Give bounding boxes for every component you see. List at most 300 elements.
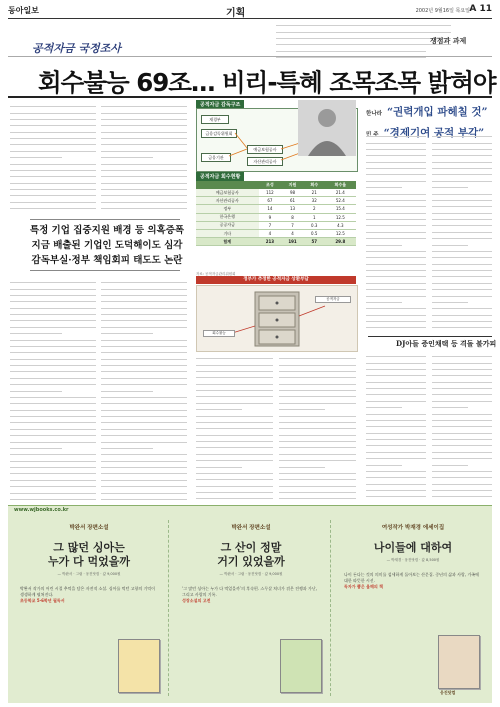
text-line — [101, 457, 187, 462]
table-cell: 예금보험공사 — [196, 189, 259, 197]
pull-quote-line: 특정 기업 집중지원 배경 등 의혹증폭 — [29, 225, 185, 236]
text-line — [432, 132, 492, 137]
text-line — [366, 492, 426, 497]
text-line — [101, 310, 187, 315]
text-line — [101, 102, 187, 107]
text-line — [101, 323, 187, 328]
text-line — [10, 399, 96, 404]
table-cell: 정부 — [196, 205, 259, 213]
text-line — [10, 115, 96, 120]
text-line — [366, 304, 426, 309]
text-line — [10, 335, 96, 340]
text-line — [196, 462, 242, 467]
text-line — [366, 196, 426, 201]
text-line — [101, 406, 187, 411]
text-line — [432, 352, 492, 357]
party-name: 민 주 — [366, 132, 379, 138]
text-line — [101, 361, 187, 366]
table-row — [196, 205, 356, 213]
text-line — [101, 108, 187, 113]
text-line — [432, 323, 492, 328]
text-line — [10, 367, 96, 372]
table-cell: 공공자금 — [196, 221, 259, 229]
text-line — [432, 330, 492, 332]
text-line — [279, 424, 356, 429]
text-line — [279, 418, 356, 423]
text-line — [196, 405, 242, 410]
text-line — [432, 378, 492, 383]
ad-url: www.wjbooks.co.kr — [14, 507, 69, 513]
text-line — [279, 373, 356, 378]
text-line — [432, 371, 492, 376]
text-line — [101, 444, 153, 449]
pull-quote-line: 지금 배출된 기업인 도덕해이도 심각 — [31, 240, 183, 251]
table-cell: 213 — [259, 238, 282, 246]
text-line — [101, 166, 187, 171]
book-blurb-text: ‘그 많던 싱아는 누가 다 먹었을까’의 후속편. 스무살 처녀가 겪은 전쟁과 가난, 그리고 사랑의 기록. — [182, 586, 317, 597]
text-line — [10, 166, 96, 171]
newspaper-name: 동아일보 — [8, 5, 39, 15]
illustration-callout: 공적자금 — [315, 296, 351, 303]
text-line — [279, 399, 356, 404]
text-line — [10, 291, 96, 296]
text-line — [101, 450, 187, 455]
table-row — [196, 213, 356, 221]
text-line — [366, 240, 402, 245]
book-kicker: 박완서 장편소설 — [69, 525, 109, 531]
divider — [8, 96, 492, 98]
text-line — [10, 476, 96, 481]
text-line — [196, 488, 273, 493]
article-column-3 — [10, 278, 96, 503]
text-line — [101, 291, 187, 296]
table-title: 공적자금 회수현황 — [196, 172, 244, 181]
text-line — [432, 460, 468, 465]
text-line — [10, 501, 62, 503]
book-cover — [438, 635, 480, 689]
text-line — [432, 435, 492, 440]
divider — [368, 336, 492, 337]
text-line — [10, 482, 96, 487]
issue-date: 2002년 9월16일 목요일 — [415, 8, 470, 14]
text-line — [366, 272, 426, 277]
text-line — [101, 374, 187, 379]
text-line — [101, 501, 153, 503]
article-column-7 — [366, 132, 426, 332]
text-line — [366, 454, 426, 459]
table-cell: 13 — [281, 205, 304, 213]
text-line — [366, 138, 426, 143]
text-line — [10, 355, 96, 360]
text-line — [432, 298, 468, 303]
text-line — [432, 151, 492, 156]
text-line — [101, 179, 187, 184]
text-line — [10, 412, 96, 417]
funds-illustration — [196, 285, 358, 352]
text-line — [432, 454, 492, 459]
text-line — [366, 409, 426, 414]
text-line — [196, 431, 273, 436]
table-row — [196, 197, 356, 205]
text-line — [196, 399, 273, 404]
article-kicker: 공적자금 국정조사 — [32, 42, 121, 55]
table-header: 회수 — [304, 181, 325, 189]
text-line — [10, 134, 96, 139]
table-cell: 191 — [281, 238, 304, 246]
book-highlight: 초등학교 5·6학년 필독서 — [20, 598, 65, 603]
text-line — [366, 416, 426, 421]
text-line — [366, 170, 426, 175]
repayment-banner: 정부가 추정한 공적자금 상환부담 — [196, 276, 356, 284]
text-line — [10, 153, 62, 158]
text-line — [366, 352, 426, 357]
text-line — [432, 196, 492, 201]
text-line — [10, 457, 96, 462]
text-line — [366, 145, 426, 150]
text-line — [432, 221, 492, 226]
text-line — [432, 384, 492, 389]
text-line — [196, 437, 273, 442]
book-kicker: 박완서 장편소설 — [231, 525, 271, 531]
text-line — [101, 393, 187, 398]
text-line — [101, 191, 187, 196]
text-line — [366, 266, 426, 271]
book-cover — [118, 639, 160, 693]
text-line — [432, 247, 492, 252]
book-kicker: 여성작가 박재경 에세이집 — [381, 525, 445, 531]
table-cell: 52.4 — [325, 197, 356, 205]
text-line — [432, 403, 468, 408]
recovery-table — [196, 181, 356, 246]
text-line — [366, 164, 426, 169]
text-line — [366, 473, 426, 478]
text-line — [10, 469, 96, 474]
text-line — [279, 437, 356, 442]
pull-quote-line: 감독부실·정부 책임회피 태도도 논란 — [31, 255, 183, 266]
book-blurb — [344, 572, 482, 590]
text-line — [366, 323, 426, 328]
text-line — [196, 443, 273, 448]
table-cell: 합계 — [196, 238, 259, 246]
text-line — [10, 304, 96, 309]
text-line — [101, 469, 187, 474]
text-line — [10, 204, 96, 209]
text-line — [432, 422, 492, 427]
text-line — [366, 429, 426, 434]
table-cell: 4 — [259, 229, 282, 237]
text-line — [10, 374, 96, 379]
text-line — [101, 140, 187, 145]
table-cell: 한국은행 — [196, 213, 259, 221]
text-line — [101, 348, 187, 353]
diagram-node: 금융감독위원회 — [201, 129, 237, 138]
text-line — [432, 317, 492, 322]
text-line — [366, 132, 426, 137]
text-line — [101, 463, 187, 468]
text-line — [432, 397, 492, 402]
text-line — [432, 215, 492, 220]
text-line — [196, 501, 273, 502]
text-line — [366, 279, 426, 284]
table-row — [196, 221, 356, 229]
main-headline: 회수불능 69조… 비리-특혜 조목조목 밝혀야 — [38, 68, 496, 97]
text-line — [366, 403, 402, 408]
table-cell: 0.5 — [304, 229, 325, 237]
text-line — [366, 158, 426, 163]
publisher-logo: 웅진닷컴 — [440, 690, 456, 695]
text-line — [196, 469, 273, 474]
text-line — [10, 108, 96, 113]
text-line — [196, 360, 273, 365]
masthead — [8, 4, 492, 19]
text-line — [279, 431, 356, 436]
text-line — [101, 482, 187, 487]
table-cell: 15.4 — [325, 205, 356, 213]
text-line — [10, 495, 96, 500]
text-line — [101, 412, 187, 417]
text-line — [279, 475, 356, 480]
text-line — [196, 424, 273, 429]
table-cell: 112 — [259, 189, 282, 197]
graphic-title: 공적자금 감독구조 — [196, 100, 244, 109]
text-line — [279, 380, 356, 385]
text-line — [196, 482, 273, 487]
table-cell: 21 — [304, 189, 325, 197]
table-header: 조성 — [259, 181, 282, 189]
book-blurb-text: 나이 든다는 것의 의미를 섬세하게 돌아보는 산문집. 중년의 삶과 사랑, 가족에 대한 따뜻한 시선. — [344, 572, 480, 583]
book-blurb — [20, 586, 158, 604]
text-line — [10, 128, 96, 133]
text-line — [366, 390, 426, 395]
text-line — [366, 365, 426, 370]
text-line — [101, 185, 187, 190]
text-line — [366, 209, 426, 214]
text-line — [101, 418, 187, 423]
text-line — [432, 209, 492, 214]
text-line — [101, 204, 187, 209]
text-line — [10, 284, 96, 289]
text-line — [432, 234, 492, 239]
party-quote: “권력개입 파헤칠 것” — [387, 106, 488, 118]
text-line — [366, 371, 426, 376]
text-line — [432, 311, 492, 316]
text-line — [432, 177, 492, 182]
divider — [330, 520, 331, 696]
text-line — [10, 310, 96, 315]
table-cell: 2 — [304, 205, 325, 213]
text-line — [101, 431, 187, 436]
text-line — [432, 390, 492, 395]
text-line — [196, 418, 273, 423]
text-line — [432, 499, 492, 502]
table-cell: 21.4 — [325, 189, 356, 197]
text-line — [10, 191, 96, 196]
text-line — [432, 409, 492, 414]
text-line — [10, 406, 96, 411]
ad-book-1 — [14, 523, 164, 693]
text-line — [101, 488, 187, 493]
text-line — [10, 444, 62, 449]
sub-headline: DJ아들 증인채택 등 격돌 불가피 — [396, 339, 497, 348]
table-row — [196, 189, 356, 197]
text-line — [101, 153, 153, 158]
text-line — [101, 198, 187, 203]
text-line — [432, 416, 492, 421]
text-line — [279, 386, 356, 391]
table-cell: 12.5 — [325, 229, 356, 237]
text-line — [10, 431, 96, 436]
ad-book-2 — [176, 523, 326, 693]
text-line — [196, 367, 273, 372]
text-line — [366, 298, 402, 303]
text-line — [432, 448, 492, 453]
diagram-node: 재경부 — [201, 115, 229, 124]
text-line — [432, 260, 492, 265]
diagram-node: 금융기관 — [201, 153, 231, 162]
table-cell: 자산관리공사 — [196, 197, 259, 205]
table-source-note: 자료: 공적자금관리위원회 — [196, 272, 236, 276]
book-highlight: 성장소설의 고전 — [182, 598, 211, 603]
text-line — [366, 202, 426, 207]
book-cover — [280, 639, 322, 693]
divider — [30, 219, 180, 220]
table-cell: 12.5 — [325, 213, 356, 221]
text-line — [101, 355, 187, 360]
text-line — [432, 291, 492, 296]
text-line — [10, 147, 96, 152]
table-cell: 0.3 — [304, 221, 325, 229]
text-line — [366, 378, 426, 383]
table-cell: 1 — [304, 213, 325, 221]
text-line — [10, 425, 96, 430]
text-line — [366, 358, 426, 363]
table-header — [196, 181, 259, 189]
text-line — [366, 397, 426, 402]
text-line — [432, 183, 468, 188]
text-line — [279, 482, 356, 487]
text-line — [366, 486, 426, 491]
text-line — [366, 448, 426, 453]
text-line — [366, 215, 426, 220]
table-cell: 32 — [304, 197, 325, 205]
text-line — [366, 460, 402, 465]
text-line — [101, 128, 187, 133]
table-cell: 7 — [259, 221, 282, 229]
text-line — [366, 480, 426, 485]
table-cell: 4.3 — [325, 221, 356, 229]
text-line — [101, 437, 187, 442]
text-line — [10, 329, 62, 334]
text-line — [101, 342, 187, 347]
text-line — [196, 380, 273, 385]
article-column-8 — [432, 132, 492, 332]
text-line — [10, 121, 96, 126]
text-line — [10, 159, 96, 164]
text-line — [279, 360, 356, 365]
table-cell: 61 — [281, 197, 304, 205]
divider — [168, 520, 169, 696]
text-line — [10, 140, 96, 145]
text-line — [366, 253, 426, 258]
text-line — [101, 278, 187, 283]
text-line — [366, 234, 426, 239]
book-title: 나이들에 대하여 — [373, 541, 453, 554]
article-column-5 — [196, 354, 273, 502]
text-line — [366, 228, 426, 233]
text-line — [432, 253, 492, 258]
text-line — [101, 284, 187, 289]
text-line — [101, 495, 187, 500]
text-line — [432, 164, 492, 169]
table-cell: 14 — [259, 205, 282, 213]
text-line — [366, 422, 426, 427]
table-cell: 8 — [281, 213, 304, 221]
text-line — [101, 380, 187, 385]
book-highlight: 독자가 뽑은 올해의 책 — [344, 584, 383, 589]
text-line — [366, 189, 426, 194]
ad-book-3 — [338, 523, 488, 693]
divider — [8, 56, 492, 57]
text-line — [432, 429, 492, 434]
text-line — [10, 316, 96, 321]
table-header: 회수율 — [325, 181, 356, 189]
section-label: 기획 — [226, 8, 246, 19]
text-line — [366, 317, 426, 322]
text-line — [101, 121, 187, 126]
text-line — [432, 486, 492, 491]
text-line — [10, 348, 96, 353]
text-line — [432, 189, 492, 194]
text-line — [10, 198, 96, 203]
text-line — [432, 492, 492, 497]
text-line — [279, 354, 356, 359]
text-line — [10, 297, 96, 302]
text-line — [432, 473, 492, 478]
text-line — [10, 210, 62, 214]
text-line — [366, 499, 426, 502]
text-line — [432, 145, 492, 150]
table-header: 지원 — [281, 181, 304, 189]
text-line — [101, 316, 187, 321]
text-line — [196, 494, 273, 499]
text-line — [432, 170, 492, 175]
party-quote: “경제기여 공적 부각” — [383, 127, 485, 139]
series-label: 쟁점과 과제 — [430, 37, 467, 45]
text-line — [432, 285, 492, 290]
text-line — [10, 437, 96, 442]
text-line — [366, 247, 426, 252]
text-line — [10, 172, 96, 177]
text-line — [101, 329, 153, 334]
article-column-9 — [366, 352, 426, 502]
text-line — [279, 392, 356, 397]
text-line — [101, 367, 187, 372]
table-cell: 98 — [281, 189, 304, 197]
text-line — [101, 476, 187, 481]
text-line — [432, 441, 492, 446]
table-row — [196, 229, 356, 237]
book-blurb — [182, 586, 320, 604]
text-line — [432, 304, 492, 309]
text-line — [432, 158, 492, 163]
text-line — [279, 443, 356, 448]
text-line — [432, 279, 492, 284]
pull-quote — [26, 223, 188, 268]
table-cell: 기타 — [196, 229, 259, 237]
text-line — [101, 159, 187, 164]
text-line — [10, 361, 96, 366]
text-line — [10, 450, 96, 455]
